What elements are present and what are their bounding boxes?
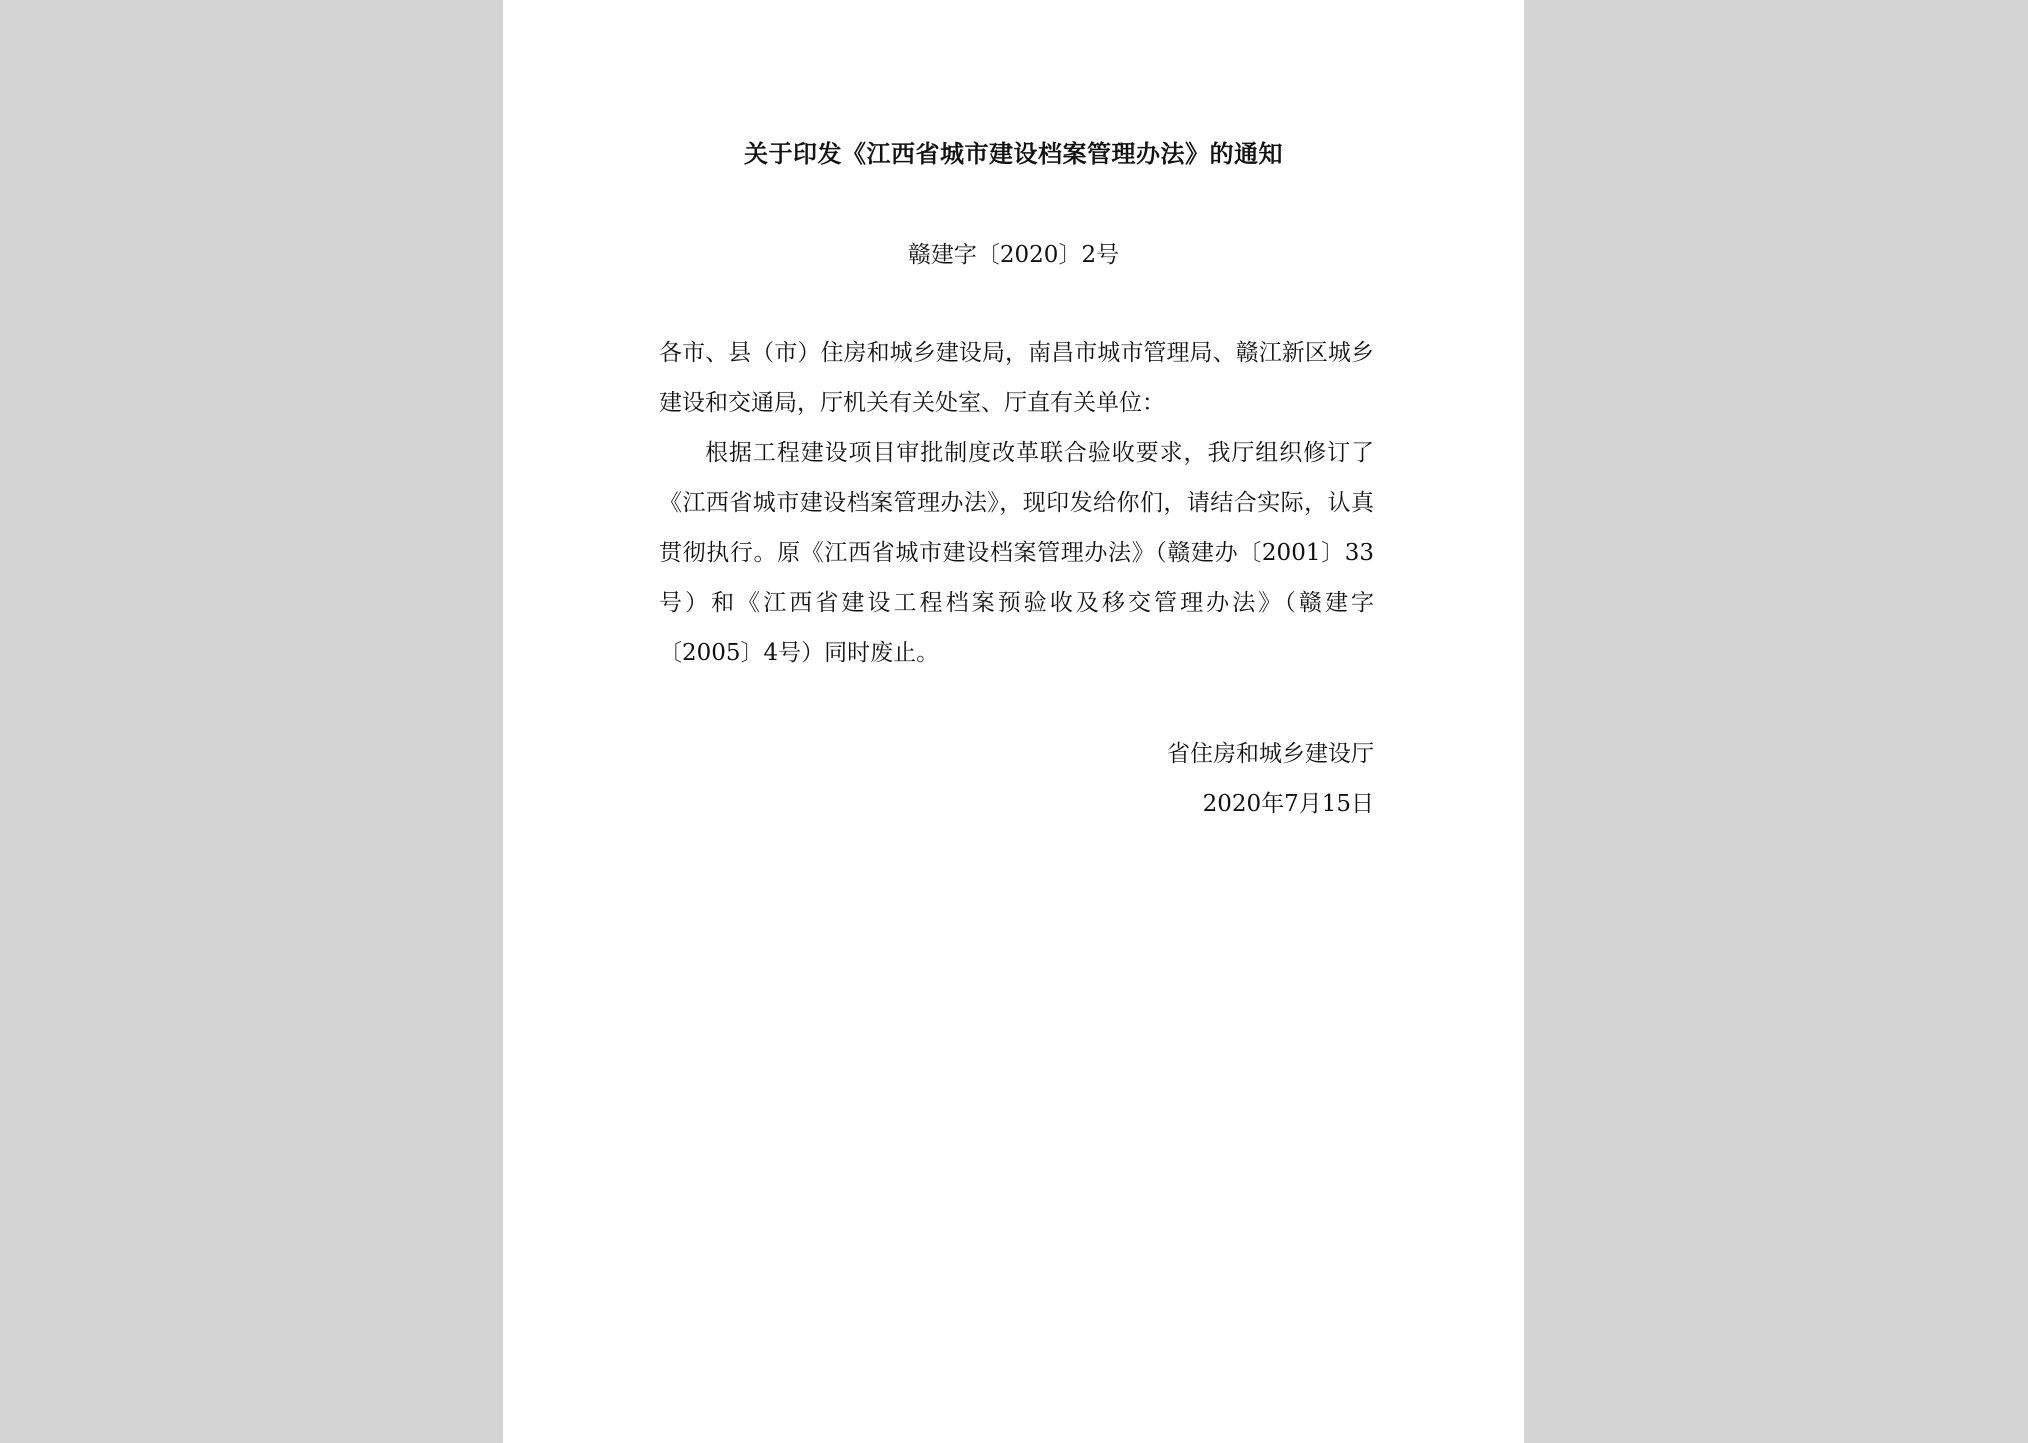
document-page xyxy=(503,0,1524,1443)
document-number: 赣建字〔2020〕2号 xyxy=(907,242,1120,268)
signature-block xyxy=(659,729,1374,829)
document-body xyxy=(659,328,1374,678)
document-title: 关于印发《江西省城市建设档案管理办法》的通知 xyxy=(744,139,1283,168)
main-paragraph: 根据工程建设项目审批制度改革联合验收要求，我厅组织修订了《江西省城市建设档案管理办法》，现印发给你们，请结合实际，认真贯彻执行。原《江西省城市建设档案管理办法》（赣建办〔2001〕33 号）和《江西省建设工程档案预验收及移交管理办法》（赣建字〔2005〕4号）同时废止。 xyxy=(659,440,1374,666)
addressees-paragraph: 各市、县（市）住房和城乡建设局，南昌市城市管理局、赣江新区城乡建设和交通局，厅机关有关处室、厅直有关单位： xyxy=(659,340,1374,416)
issue-date: 2020年7月15日 xyxy=(1202,791,1374,817)
issuer-name: 省住房和城乡建设厅 xyxy=(1167,741,1374,767)
